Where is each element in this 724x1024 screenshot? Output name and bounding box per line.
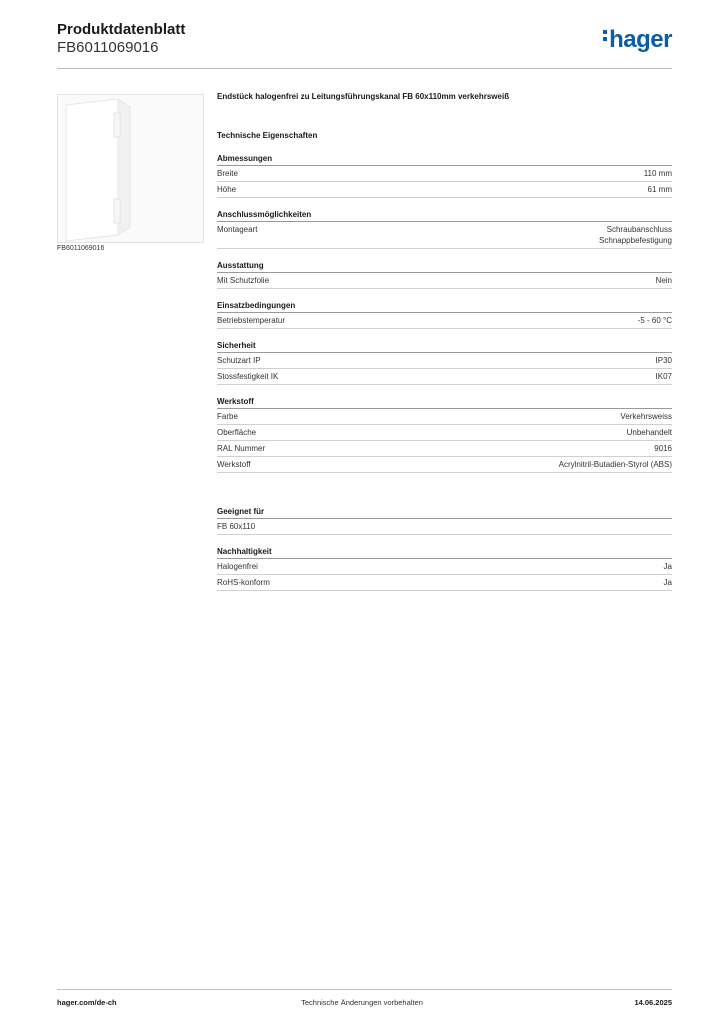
spec-key: Stossfestigkeit IK (217, 372, 279, 381)
footer-website-link[interactable]: hager.com/de-ch (57, 998, 117, 1007)
group-abmessungen (217, 154, 672, 198)
section-spacer (217, 485, 672, 507)
spec-value: Unbehandelt (626, 428, 672, 437)
hager-logo (603, 26, 672, 54)
group-anschluss (217, 210, 672, 249)
image-caption: FB6011069016 (57, 245, 105, 252)
spec-key: Mit Schutzfolie (217, 276, 270, 285)
spec-row (217, 182, 672, 198)
spec-value: Verkehrsweiss (620, 412, 672, 421)
spec-value: 61 mm (647, 185, 672, 194)
group-title: Werkstoff (217, 397, 672, 409)
group-title: Anschlussmöglichkeiten (217, 210, 672, 222)
spec-row (217, 559, 672, 575)
spec-key: Höhe (217, 185, 237, 194)
footer-divider (57, 989, 672, 990)
product-image (57, 94, 204, 243)
group-title: Abmessungen (217, 154, 672, 166)
spec-key: Farbe (217, 412, 238, 421)
spec-row (217, 273, 672, 289)
spec-key: Breite (217, 169, 238, 178)
logo-dots-icon (603, 30, 608, 44)
product-details (217, 92, 672, 603)
spec-row (217, 409, 672, 425)
spec-value: Ja (663, 562, 672, 571)
group-title: Geeignet für (217, 507, 672, 519)
spec-value: Nein (655, 276, 672, 285)
spec-row (217, 425, 672, 441)
spec-value: 9016 (654, 444, 672, 453)
group-ausstattung (217, 261, 672, 289)
spec-value: -5 - 60 °C (637, 316, 672, 325)
footer-note: Technische Änderungen vorbehalten (301, 998, 423, 1007)
end-cap-illustration (58, 95, 203, 242)
article-number: FB6011069016 (57, 39, 159, 56)
footer-date: 14.06.2025 (634, 998, 672, 1007)
group-nachhaltigkeit (217, 547, 672, 591)
spec-row (217, 441, 672, 457)
spec-value: IP30 (655, 356, 672, 365)
spec-key: Betriebstemperatur (217, 316, 286, 325)
spec-key: Werkstoff (217, 460, 251, 469)
spec-key: Halogenfrei (217, 562, 258, 571)
spec-key: RAL Nummer (217, 444, 266, 453)
spec-value-line: Schraubanschluss (606, 225, 672, 234)
spec-row (217, 353, 672, 369)
spec-value: Ja (663, 578, 672, 587)
spec-row (217, 457, 672, 473)
spec-value-line: Schnappbefestigung (599, 236, 672, 245)
logo-text: hager (609, 26, 672, 53)
spec-key: RoHS-konform (217, 578, 270, 587)
group-title: Einsatzbedingungen (217, 301, 672, 313)
group-werkstoff (217, 397, 672, 473)
spec-row (217, 166, 672, 182)
spec-value (599, 224, 672, 246)
spec-key: Montageart (217, 225, 258, 234)
technical-properties-heading: Technische Eigenschaften (217, 131, 318, 140)
header-divider (57, 68, 672, 69)
spec-row (217, 222, 672, 249)
group-title: Nachhaltigkeit (217, 547, 672, 559)
spec-value: Acrylnitril-Butadien-Styrol (ABS) (558, 460, 672, 469)
spec-row (217, 519, 672, 535)
group-geeignet (217, 507, 672, 535)
page-title: Produktdatenblatt (57, 21, 186, 38)
product-name: Endstück halogenfrei zu Leitungsführungskanal FB 60x110mm verkehrsweiß (217, 92, 510, 101)
spec-row (217, 313, 672, 329)
group-title: Sicherheit (217, 341, 672, 353)
spec-key: Schutzart IP (217, 356, 261, 365)
group-sicherheit (217, 341, 672, 385)
group-einsatz (217, 301, 672, 329)
spec-value: 110 mm (643, 169, 672, 178)
spec-row (217, 369, 672, 385)
spec-key: FB 60x110 (217, 522, 256, 531)
spec-key: Oberfläche (217, 428, 257, 437)
spec-row (217, 575, 672, 591)
group-title: Ausstattung (217, 261, 672, 273)
spec-value: IK07 (655, 372, 672, 381)
